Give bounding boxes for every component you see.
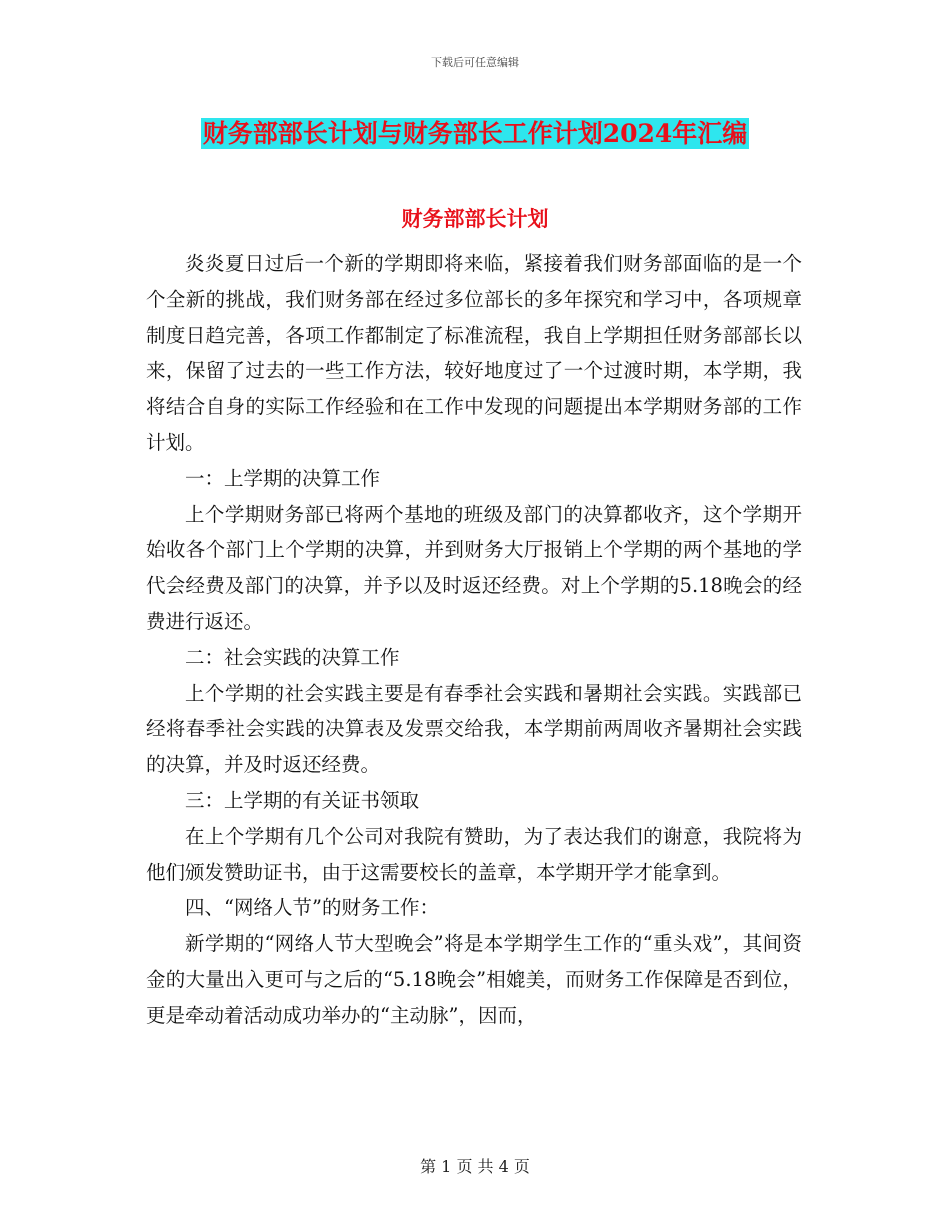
page-header: 下载后可任意编辑 xyxy=(431,56,519,69)
document-body xyxy=(146,246,802,1034)
heading-3: 三：上学期的有关证书领取 xyxy=(185,788,420,812)
heading-2: 二：社会实践的决算工作 xyxy=(185,645,400,669)
page-footer: 第 1 页 共 4 页 xyxy=(420,1157,530,1176)
paragraph: 上个学期的社会实践主要是有春季社会实践和暑期社会实践。实践部已经将春季社会实践的决算表及发票交给我，本学期前两周收齐暑期社会实践的决算，并及时返还经费。 xyxy=(146,681,802,777)
section-title: 财务部部长计划 xyxy=(401,206,549,231)
paragraph: 上个学期财务部已将两个基地的班级及部门的决算都收齐，这个学期开始收各个部门上个学期的决算，并到财务大厅报销上个学期的两个基地的学代会经费及部门的决算，并予以及时返还经费。对上个学期的5.18晚会的经费进行返还。 xyxy=(146,502,802,633)
heading-1: 一：上学期的决算工作 xyxy=(185,466,381,490)
document-title xyxy=(0,114,950,150)
heading-4: 四、“网络人节”的财务工作： xyxy=(185,896,439,920)
paragraph: 在上个学期有几个公司对我院有赞助，为了表达我们的谢意，我院将为他们颁发赞助证书，由于这需要校长的盖章，本学期开学才能拿到。 xyxy=(146,824,802,884)
paragraph: 新学期的“网络人节大型晚会”将是本学期学生工作的“重头戏”，其间资金的大量出入更可与之后的“5.18晚会”相媲美，而财务工作保障是否到位，更是牵动着活动成功举办的“主动脉”，因而， xyxy=(146,932,802,1027)
paragraph: 炎炎夏日过后一个新的学期即将来临，紧接着我们财务部面临的是一个个全新的挑战，我们财务部在经过多位部长的多年探究和学习中，各项规章制度日趋完善，各项工作都制定了标准流程，我自上学期担任财务部部长以来，保留了过去的一些工作方法，较好地度过了一个过渡时期，本学期，我将结合自身的实际工作经验和在工作中发现的问题提出本学期财务部的工作计划。 xyxy=(146,252,802,454)
document-title-text: 财务部部长计划与财务部长工作计划2024年汇编 xyxy=(202,119,748,148)
